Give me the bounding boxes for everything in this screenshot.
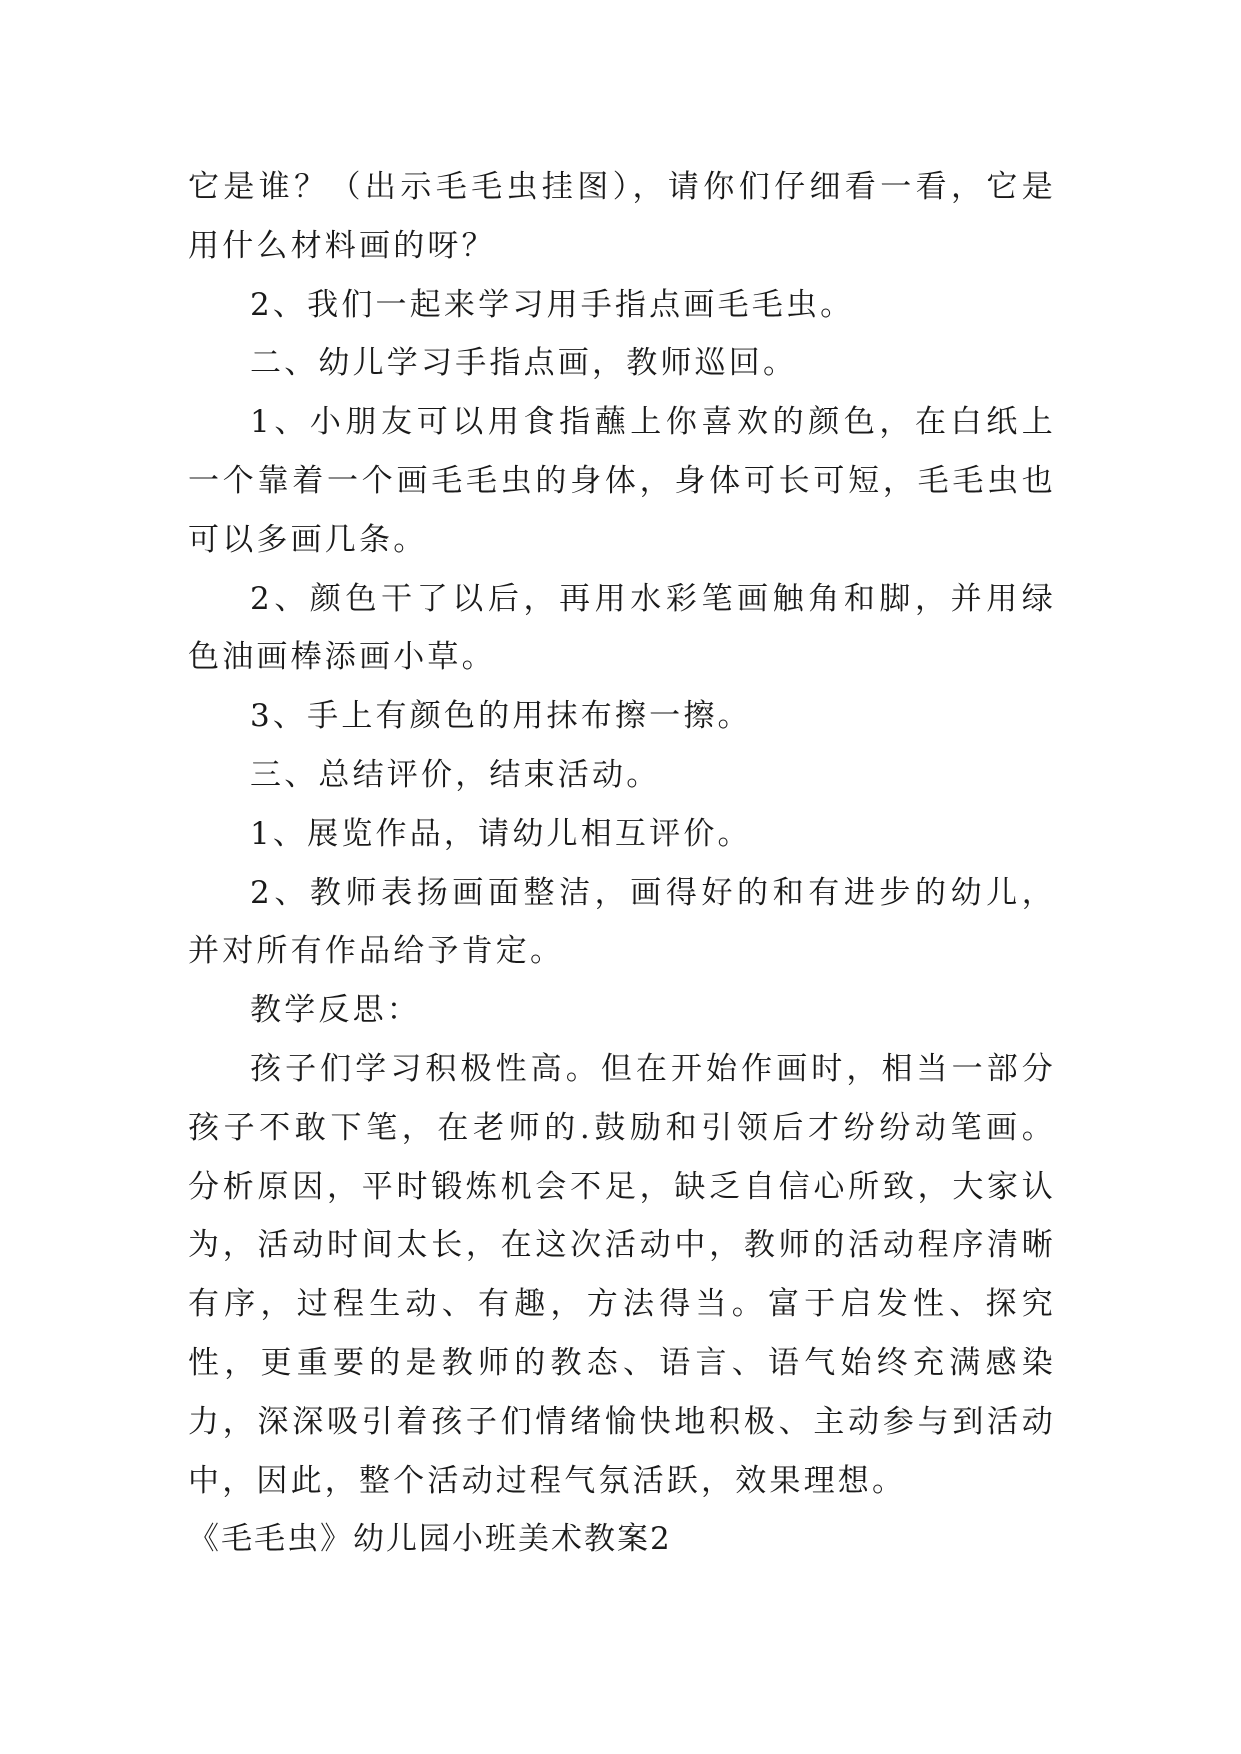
- paragraph-2: 2、我们一起来学习用手指点画毛毛虫。: [250, 286, 855, 323]
- paragraph-4: 1、小朋友可以用食指蘸上你喜欢的颜色，在白纸上一个靠着一个画毛毛虫的身体，身体可长可短，毛毛虫也可以多画几条。: [188, 404, 1056, 558]
- paragraph-1: 它是谁？（出示毛毛虫挂图），请你们仔细看一看，它是用什么材料画的呀？: [188, 169, 1056, 264]
- paragraph-8: 1、展览作品，请幼儿相互评价。: [250, 815, 752, 852]
- paragraph-6: 3、手上有颜色的用抹布擦一擦。: [250, 698, 752, 735]
- document-body: [188, 158, 1056, 1569]
- paragraph-5: 2、颜色干了以后，再用水彩笔画触角和脚，并用绿色油画棒添画小草。: [188, 580, 1056, 676]
- paragraph-10: 教学反思：: [250, 992, 421, 1029]
- section-heading: 《毛毛虫》幼儿园小班美术教案2: [188, 1521, 672, 1558]
- paragraph-3: 二、幼儿学习手指点画，教师巡回。: [250, 345, 798, 382]
- paragraph-11: 孩子们学习积极性高。但在开始作画时，相当一部分孩子不敢下笔，在老师的.鼓励和引领后才纷纷动笔画。分析原因，平时锻炼机会不足，缺乏自信心所致，大家认为，活动时间太长，在这次活动中，教师的活动程序清晰有序，过程生动、有趣，方法得当。富于启发性、探究性，更重要的是教师的教态、语言、语气始终充满感染力，深深吸引着孩子们情绪愉快地积极、主动参与到活动中，因此，整个活动过程气氛活跃，效果理想。: [188, 1050, 1056, 1499]
- paragraph-7: 三、总结评价，结束活动。: [250, 756, 661, 793]
- paragraph-9: 2、教师表扬画面整洁，画得好的和有进步的幼儿，并对所有作品给予肯定。: [188, 874, 1056, 970]
